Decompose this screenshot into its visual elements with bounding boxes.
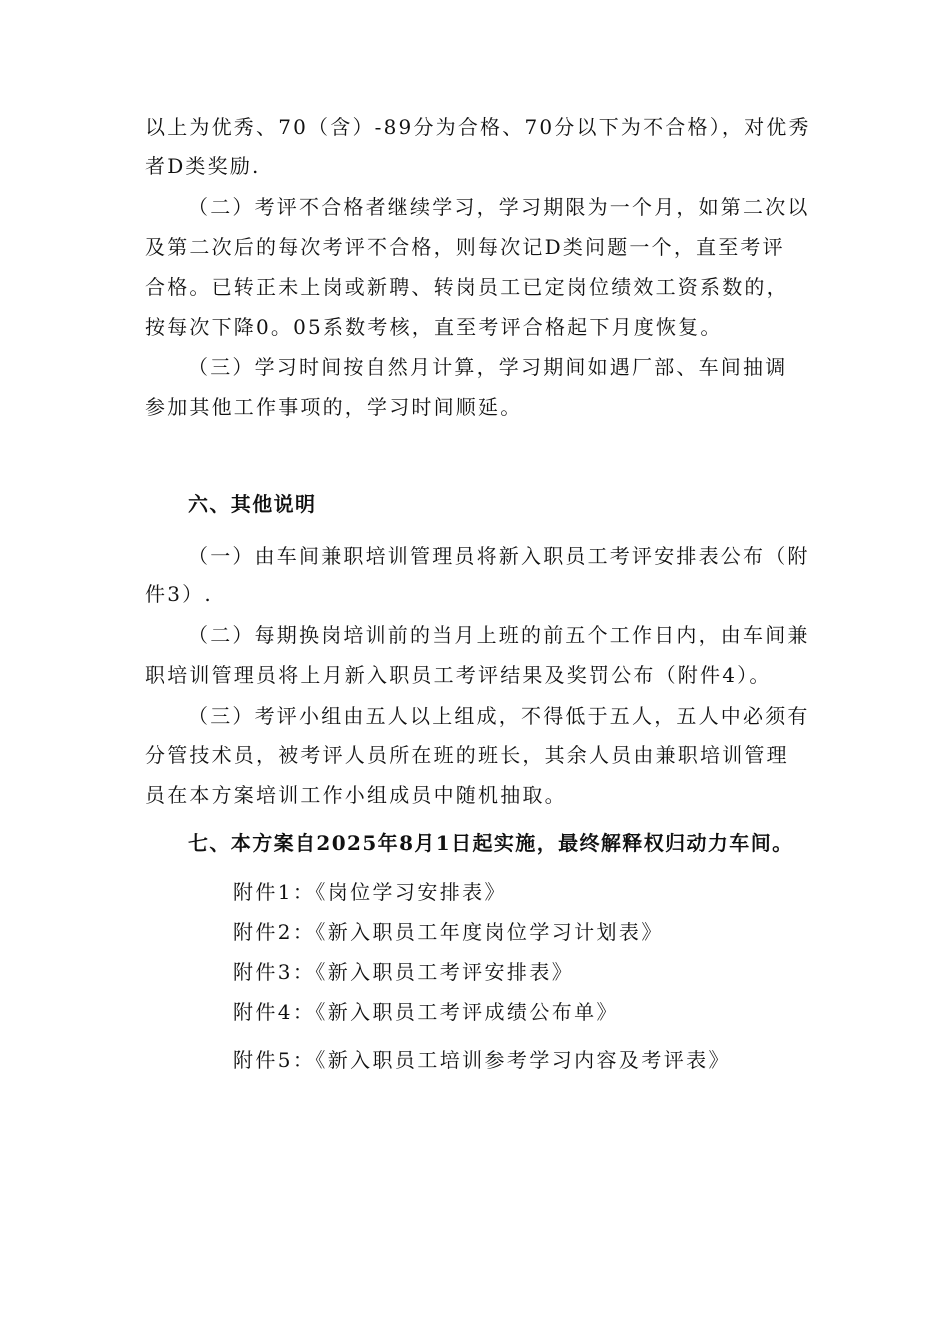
attachment-item: 附件5：《新入职员工培训参考学习内容及考评表》 [233,1048,731,1072]
paragraph-line: 职培训管理员将上月新入职员工考评结果及奖罚公布（附件4）。 [145,663,772,687]
paragraph-line: （三）考评小组由五人以上组成，不得低于五人，五人中必须有 [188,704,810,728]
paragraph-line: 及第二次后的每次考评不合格，则每次记D类问题一个，直至考评 [145,235,785,259]
paragraph-line: （二）每期换岗培训前的当月上班的前五个工作日内，由车间兼 [188,623,810,647]
paragraph-line: 分管技术员，被考评人员所在班的班长，其余人员由兼职培训管理 [145,743,789,767]
paragraph-line: 以上为优秀、70（含）-89分为合格、70分以下为不合格），对优秀 [145,115,811,139]
paragraph-line: 者D类奖励. [145,154,261,178]
attachment-item: 附件2：《新入职员工年度岗位学习计划表》 [233,920,664,944]
paragraph-line: 员在本方案培训工作小组成员中随机抽取。 [145,783,567,807]
paragraph-line: 合格。已转正未上岗或新聘、转岗员工已定岗位绩效工资系数的， [145,275,789,299]
section-heading: 七、本方案自2025年8月1日起实施，最终解释权归动力车间。 [188,831,794,855]
paragraph-line: 参加其他工作事项的，学习时间顺延。 [145,395,523,419]
section-heading: 六、其他说明 [188,492,317,516]
paragraph-line: 件3）. [145,582,213,606]
paragraph-line: （三）学习时间按自然月计算，学习期间如遇厂部、车间抽调 [188,355,788,379]
attachment-item: 附件3：《新入职员工考评安排表》 [233,960,575,984]
paragraph-line: （二）考评不合格者继续学习，学习期限为一个月，如第二次以 [188,195,810,219]
paragraph-line: （一）由车间兼职培训管理员将新入职员工考评安排表公布（附 [188,544,810,568]
attachment-item: 附件1：《岗位学习安排表》 [233,880,507,904]
paragraph-line: 按每次下降0。05系数考核，直至考评合格起下月度恢复。 [145,315,723,339]
attachment-item: 附件4：《新入职员工考评成绩公布单》 [233,1000,619,1024]
